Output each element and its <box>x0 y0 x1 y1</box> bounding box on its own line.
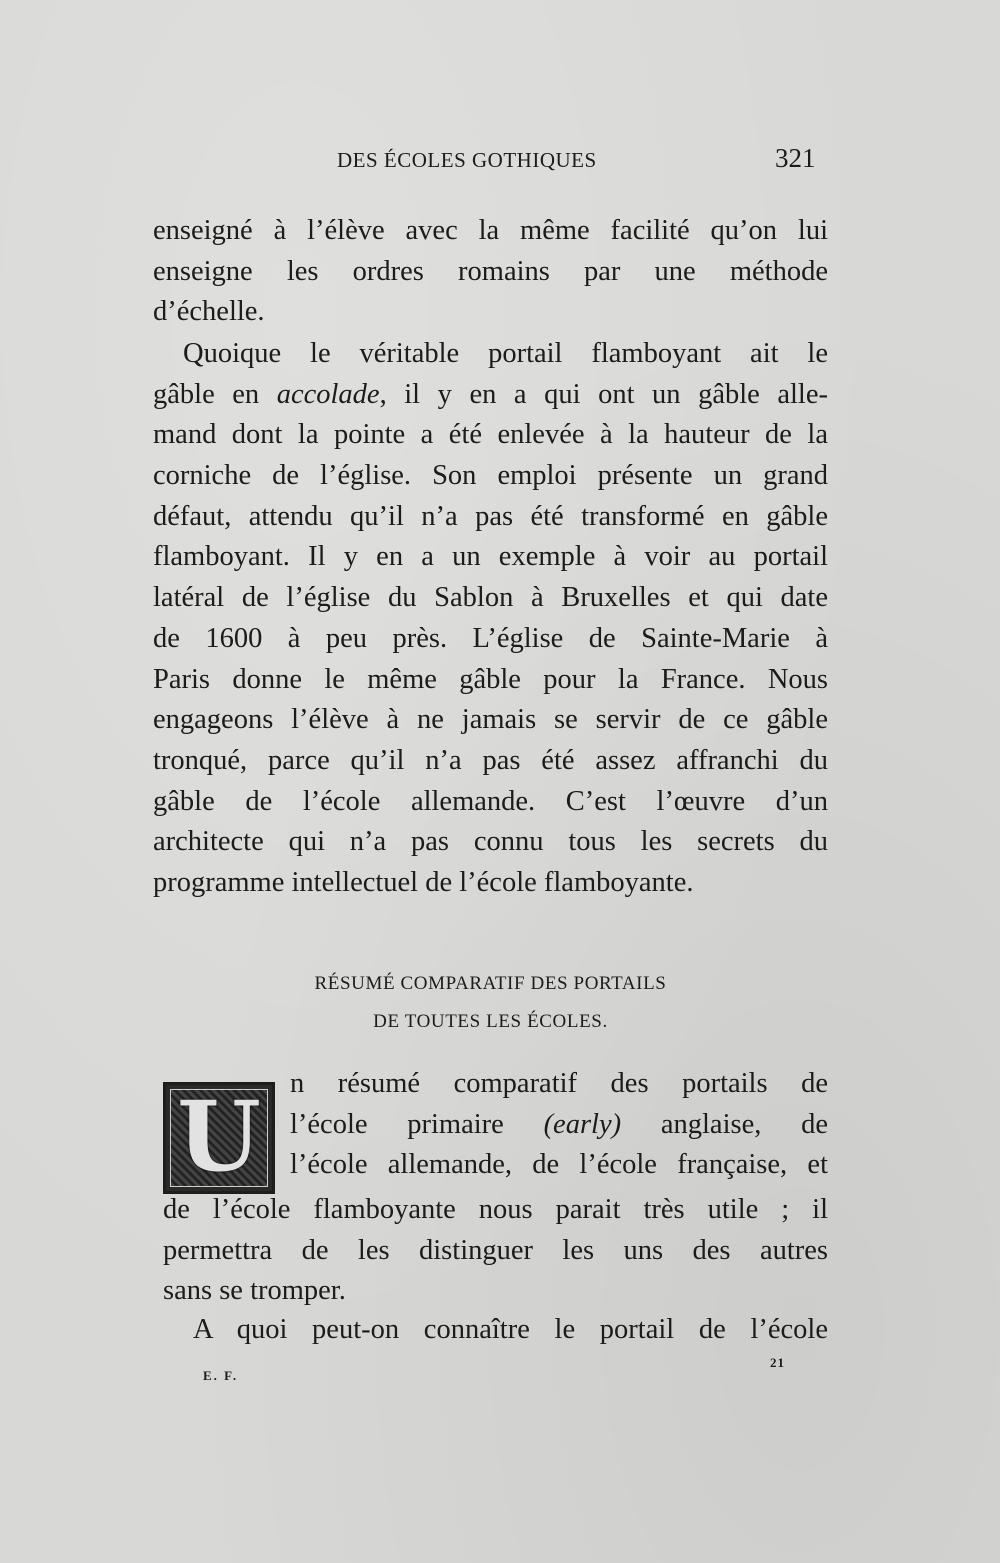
text-line: permettra de les distinguer les uns des autres <box>163 1234 828 1266</box>
text-line: flamboyant. Il y en a un exemple à voir au portail <box>153 541 828 573</box>
paragraph-2 <box>153 334 828 904</box>
text-line: défaut, attendu qu’il n’a pas été transformé en gâble <box>153 500 828 532</box>
paragraph-1 <box>153 211 828 333</box>
text-line: d’échelle. <box>153 296 265 328</box>
text-line: latéral de l’église du Sablon à Bruxelles et qui date <box>153 582 828 614</box>
text-line: enseigné à l’élève avec la même facilité qu’on lui <box>153 215 828 246</box>
text-line: architecte qui n’a pas connu tous les secrets du <box>153 826 828 858</box>
text-line: corniche de l’église. Son emploi présente un grand <box>153 460 828 492</box>
paragraph-3-beside-drop-cap <box>290 1064 828 1186</box>
text-line: tronqué, parce qu’il n’a pas été assez affranchi du <box>153 744 828 776</box>
text-line: n résumé comparatif des portails de <box>290 1068 828 1099</box>
text-line: enseigne les ordres romains par une méthode <box>153 255 828 287</box>
text-line: A quoi peut-on connaître le portail de l’école <box>193 1314 828 1345</box>
text-fragment: gâble en <box>153 378 277 410</box>
signature-mark-left: E. F. <box>203 1368 239 1383</box>
page-number: 321 <box>775 143 816 173</box>
italic-term: (early) <box>543 1108 622 1140</box>
text-line: gâble de l’école allemande. C’est l’œuvre d’un <box>153 785 828 817</box>
drop-cap-letter: U <box>177 1080 261 1193</box>
text-line: de 1600 à peu près. L’église de Sainte-Marie à <box>153 622 828 654</box>
italic-term: accolade <box>276 378 380 410</box>
text-line: de l’école flamboyante nous parait très utile ; il <box>163 1194 828 1225</box>
signature-mark-right: 21 <box>770 1355 785 1370</box>
text-line: sans se tromper. <box>163 1275 346 1307</box>
paragraph-3-continued <box>163 1190 828 1312</box>
section-heading-line-1: RÉSUMÉ COMPARATIF DES PORTAILS <box>314 973 667 994</box>
text-line: programme intellectuel de l’école flamboyante. <box>153 866 694 898</box>
text-line: engageons l’élève à ne jamais se servir de ce gâble <box>153 704 828 736</box>
text-fragment: , il y en a qui ont un gâble alle- <box>379 378 828 410</box>
text-fragment: l’école primaire <box>290 1108 544 1140</box>
text-line: mand dont la pointe a été enlevée à la hauteur de la <box>153 419 828 451</box>
text-line: Quoique le véritable portail flamboyant ait le <box>183 338 828 369</box>
text-line <box>290 1105 828 1146</box>
running-head: DES ÉCOLES GOTHIQUES <box>337 148 597 172</box>
text-line <box>153 375 828 416</box>
text-line: Paris donne le même gâble pour la France. Nous <box>153 663 828 695</box>
ornamental-drop-cap <box>163 1082 275 1194</box>
text-line: l’école allemande, de l’école française, et <box>290 1149 828 1181</box>
section-heading-line-2: DE TOUTES LES ÉCOLES. <box>373 1011 608 1032</box>
text-fragment: anglaise, de <box>621 1108 829 1140</box>
paragraph-4 <box>163 1310 828 1351</box>
